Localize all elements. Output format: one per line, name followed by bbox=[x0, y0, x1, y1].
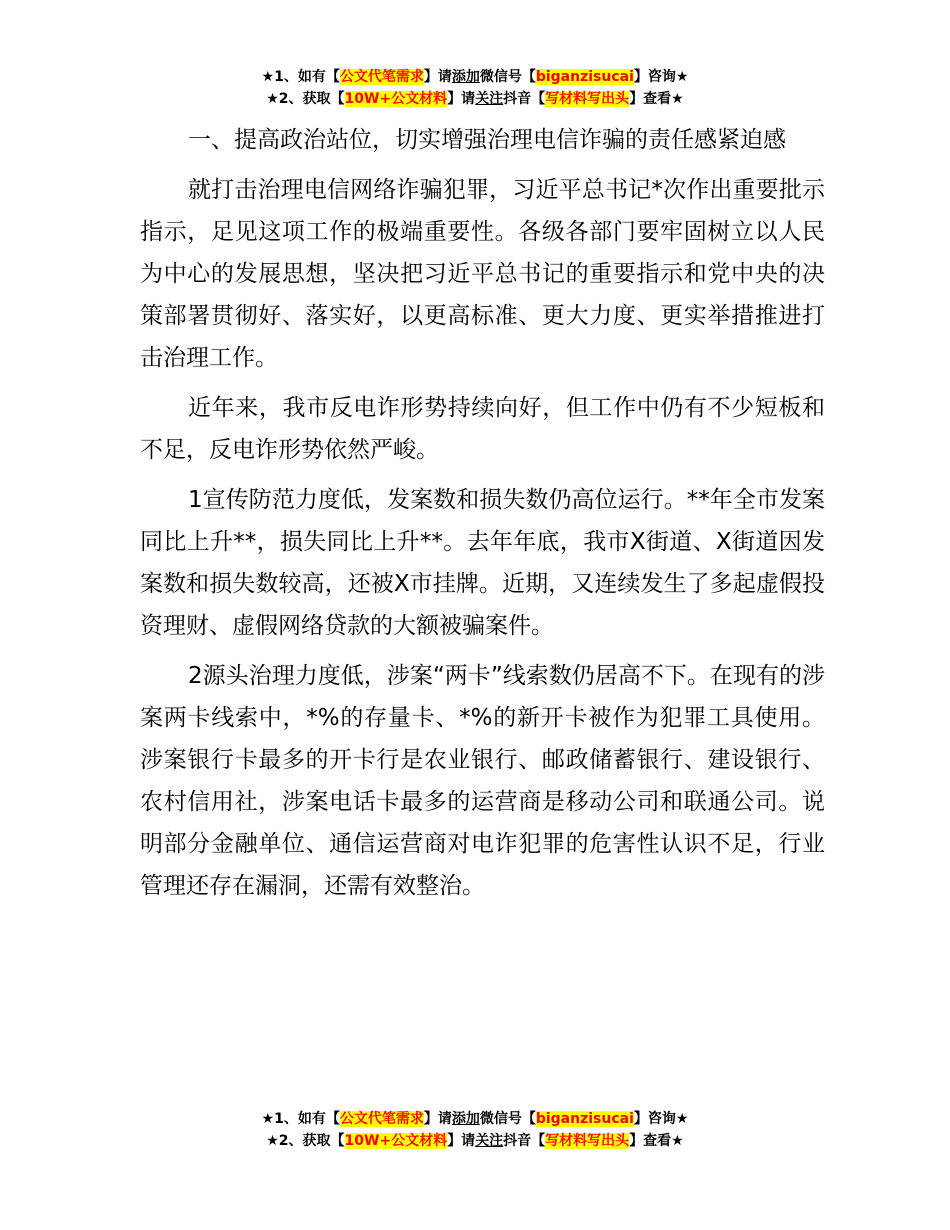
paragraph: 就打击治理电信网络诈骗犯罪，习近平总书记*次作出重要批示指示，足见这项工作的极端重要性。各级各部门要牢固树立以人民为中心的发展思想，坚决把习近平总书记的重要指示和党中央的决策部署贯彻好、落实好，以更高标准、更大力度、更实举措推进打击治理工作。 bbox=[140, 177, 825, 371]
banner-prefix: ★2、获取【 bbox=[266, 91, 345, 107]
paragraph: 1宣传防范力度低，发案数和损失数仍高位运行。**年全市发案同比上升**，损失同比上升**。去年年底，我市X街道、X街道因发案数和损失数较高，还被X市挂牌。近期，又连续发生了多起虚假投资理财、虚假网络贷款的大额被骗案件。 bbox=[140, 487, 825, 639]
section-heading: 一、提高政治站位，切实增强治理电信诈骗的责任感紧迫感 bbox=[188, 127, 786, 153]
footer-banner bbox=[0, 1108, 950, 1152]
header-banner-line-2 bbox=[0, 88, 950, 110]
banner-suffix: 】咨询★ bbox=[633, 1111, 689, 1127]
header-banner-line-1 bbox=[0, 66, 950, 88]
banner-suffix: 】查看★ bbox=[629, 91, 684, 107]
banner-text: 】请 bbox=[423, 69, 452, 85]
banner-highlight-douyin-account: 写材料写出头 bbox=[545, 91, 630, 107]
banner-highlight-ghostwriting: 公文代笔需求 bbox=[339, 69, 424, 85]
banner-text: 微信号【 bbox=[479, 1111, 536, 1127]
banner-highlight-douyin-account: 写材料写出头 bbox=[545, 1133, 630, 1149]
banner-highlight-materials: 10W+公文材料 bbox=[344, 1133, 448, 1149]
banner-prefix: ★2、获取【 bbox=[266, 1133, 345, 1149]
banner-text: 微信号【 bbox=[479, 69, 536, 85]
banner-text: 】请 bbox=[447, 1133, 476, 1149]
banner-highlight-wechat-id: biganzisucai bbox=[535, 1111, 634, 1127]
banner-text: 抖音【 bbox=[503, 91, 546, 107]
banner-suffix: 】咨询★ bbox=[633, 69, 689, 85]
banner-prefix: ★1、如有【 bbox=[261, 1111, 340, 1127]
header-banner bbox=[0, 66, 950, 110]
banner-text: 抖音【 bbox=[503, 1133, 546, 1149]
footer-banner-line-1 bbox=[0, 1108, 950, 1130]
banner-underlined-add: 添加 bbox=[451, 69, 480, 85]
banner-highlight-wechat-id: biganzisucai bbox=[535, 69, 634, 85]
banner-text: 】请 bbox=[447, 91, 476, 107]
paragraph: 2源头治理力度低，涉案“两卡”线索数仍居高不下。在现有的涉案两卡线索中，*%的存量卡、*%的新开卡被作为犯罪工具使用。涉案银行卡最多的开卡行是农业银行、邮政储蓄银行、建设银行、农村信用社，涉案电话卡最多的运营商是移动公司和联通公司。说明部分金融单位、通信运营商对电诈犯罪的危害性认识不足，行业管理还存在漏洞，还需有效整治。 bbox=[140, 663, 825, 899]
paragraph: 近年来，我市反电诈形势持续向好，但工作中仍有不少短板和不足，反电诈形势依然严峻。 bbox=[140, 395, 825, 463]
document-body bbox=[140, 119, 825, 915]
footer-banner-line-2 bbox=[0, 1130, 950, 1152]
banner-prefix: ★1、如有【 bbox=[261, 69, 340, 85]
banner-highlight-materials: 10W+公文材料 bbox=[344, 91, 448, 107]
banner-underlined-follow: 关注 bbox=[475, 1133, 504, 1149]
banner-underlined-add: 添加 bbox=[451, 1111, 480, 1127]
banner-suffix: 】查看★ bbox=[629, 1133, 684, 1149]
banner-underlined-follow: 关注 bbox=[475, 91, 504, 107]
banner-text: 】请 bbox=[423, 1111, 452, 1127]
banner-highlight-ghostwriting: 公文代笔需求 bbox=[339, 1111, 424, 1127]
